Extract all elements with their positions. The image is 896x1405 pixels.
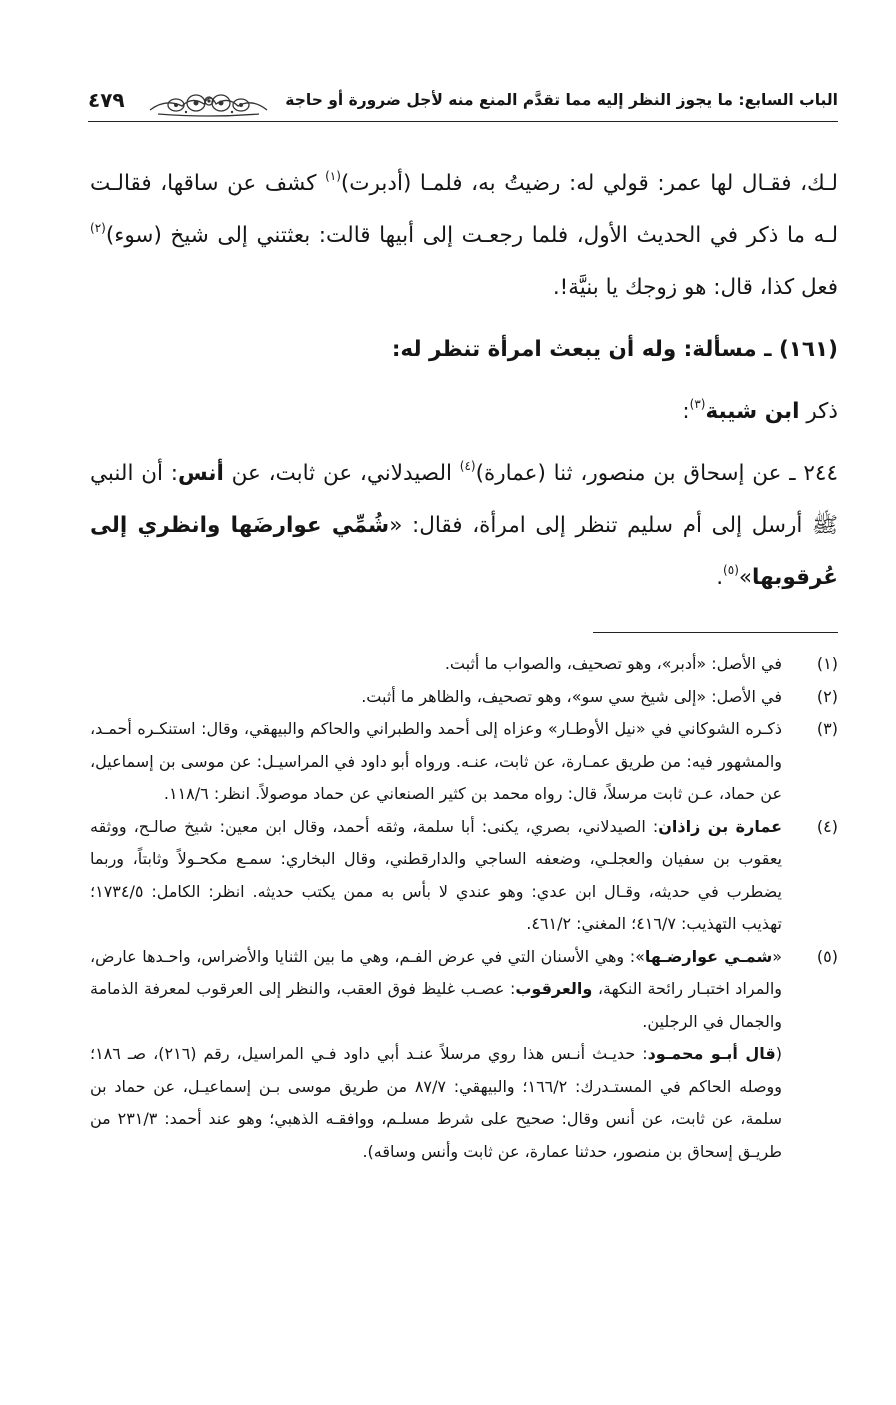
footnote-number: (٢) [816, 686, 838, 706]
text-run: فعل كذا، قال: هو زوجك يا بنيَّة!. [552, 275, 838, 300]
footnote-1 [90, 648, 838, 681]
footnote-text: : الصيدلاني، بصري، يكنى: أبا سلمة، وثقه أحمد، وقال ابن معين: شيخ صالـح، ووثقه يعقوب بن سفيان والعجلـي، وضعفه الساجي والدارقطني، وقال البخاري: سمـع مكحـولاً وثابتاً، وربما يضطرب في حديثه، وقـال ابن عدي: وهو عندي لا بأس به ممن يكتب حديثه. انظر: الكامل: ١٧٣٤/٥؛ تهذيب التهذيب: ٤١٦/٧؛ المغني: ٤٦١/٢. [90, 816, 782, 933]
footnote-text: في الأصل: «أدبر»، وهو تصحيف، والصواب ما أثبت. [444, 654, 782, 673]
footnote-4 [90, 811, 838, 941]
term: والعرقوب [515, 979, 593, 998]
footnotes [90, 648, 838, 1168]
page-number: ٤٧٩ [88, 88, 125, 112]
footnote-number: (٤) [816, 816, 838, 836]
source-name: ابن شيبة [705, 399, 800, 424]
text-run: : عصـب غليظ فوق العقب، والنظر إلى العرقوب لمعرفة الذمامة والجمال في الرجلين. [90, 979, 782, 1031]
running-header [88, 86, 838, 120]
text-run: : حديـث أنـس هذا روي مرسلاً عنـد أبي داود فـي المراسيل، رقم (٢١٦)، صـ ١٨٦؛ ووصله الحاكم في المستـدرك: ١٦٦/٢؛ والبيهقي: ٨٧/٧ من طريق موسى بـن إسماعيـل، عن حماد بن سلمة، عن ثابت، عن أنس وقال: صحيح على شرط مسلـم، ووافقـه الذهبي؛ وهو عند أحمد: ٢٣١/٣ من طريـق إسحاق بن منصور، حدثنا عمارة، عن ثابت وأنس وساقه). [90, 1044, 783, 1161]
footnote-number: (٣) [816, 719, 838, 738]
footnote-ref-2: (٢) [90, 221, 106, 235]
text-run: « [772, 946, 782, 966]
footnote-number: (١) [816, 654, 838, 673]
text-run: : [682, 399, 690, 424]
footnote-ref-1: (١) [325, 169, 341, 183]
hadith-quote: شُمِّي عوارضَها وانظري إلى عُرقوبها [90, 513, 838, 590]
footnote-text: في الأصل: «إلى شيخ سي سو»، وهو تصحيف، والظاهر ما أثبت. [361, 686, 782, 706]
footnote-text: ذكـره الشوكاني في «نيل الأوطـار» وعزاه إلى أحمد والطبراني والحاكم والبيهقي، وقال: استنكـره أحمـد، والمشهور فيه: من طريق عمـارة، عن ثابت، عنـه. ورواه أبو داود في المراسيـل: عن موسى بن إسماعيل، عن حماد، عـن ثابت مرسلاً، قال: رواه محمد بن كثير الصنعاني عن حماد موصولاً. انظر: ١١٨/٦. [90, 719, 782, 803]
text-run: . [716, 565, 724, 590]
footnote-2 [90, 681, 838, 714]
narrator-name: أنس [178, 461, 224, 486]
footnote-ref-5: (٥) [723, 563, 739, 577]
text-run: ٢٤٤ ـ عن إسحاق بن منصور، ثنا (عمارة) [475, 461, 838, 486]
text-run: كشف عن ساقها، فقالـت لـه ما ذكر في الحديث الأول، فلما رجعـت إلى أبيها قالت: بعثتني إلى شيخ (سوء) [90, 171, 838, 248]
main-text [90, 158, 838, 604]
ornament-icon [146, 88, 271, 118]
text-run: لـك، فقـال لها عمر: قولي له: رضيتُ به، فلمـا (أدبرت) [340, 171, 838, 196]
chapter-title: الباب السابع: ما يجوز النظر إليه مما تقدَّم المنع منه لأجل ضرورة أو حاجة [285, 91, 838, 109]
source-line [90, 386, 838, 438]
text-run: »: وهي الأسنان التي في عرض الفـم، وهي ما بين الثنايا والأضراس، واحـدها عارض، والمراد اختبـار رائحة النكهة، [90, 946, 782, 998]
footnote-5-commentary [90, 1038, 838, 1168]
footnote-ref-3: (٣) [689, 397, 706, 411]
footnote-separator [593, 632, 838, 633]
text-run: ذكر [799, 399, 838, 424]
text-run: ( [775, 1044, 782, 1063]
header-divider [88, 121, 838, 122]
footnote-3 [90, 713, 838, 811]
text-run: الصيدلاني، عن ثابت، عن [223, 461, 460, 486]
term: شمـي عوارضـها [644, 946, 773, 966]
commentator-name: قال أبـو محمـود [647, 1044, 776, 1063]
hadith-244 [90, 448, 838, 604]
text-run: : أن النبي ﷺ أرسل إلى أم سليم تنظر إلى امرأة، فقال: « [90, 461, 838, 538]
text-run: » [738, 565, 753, 590]
footnote-5 [90, 941, 838, 1039]
footnote-number: (٥) [816, 946, 838, 966]
narrator-name: عمارة بن زاذان [658, 816, 782, 836]
masala-heading: (١٦١) ـ مسألة: وله أن يبعث امرأة تنظر له: [391, 337, 838, 362]
footnote-ref-4: (٤) [459, 459, 476, 473]
paragraph-continuation [90, 158, 838, 314]
